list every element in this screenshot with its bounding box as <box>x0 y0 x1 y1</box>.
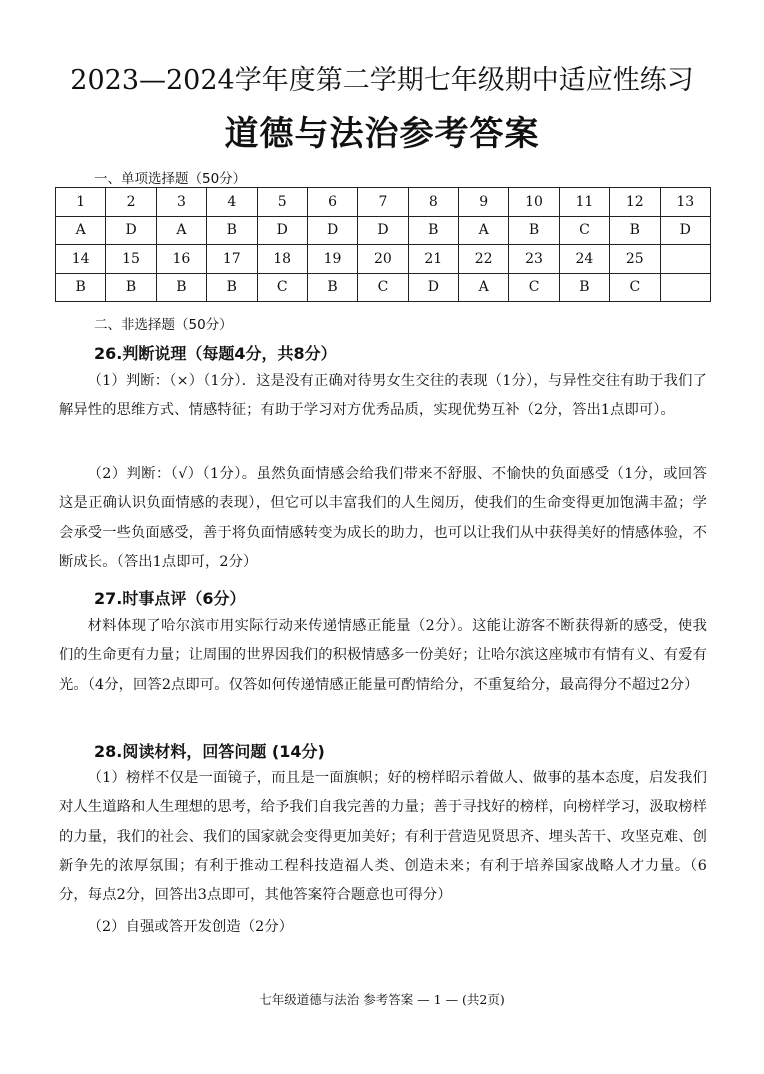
table-cell: B <box>559 273 609 302</box>
table-cell: 18 <box>257 245 307 274</box>
table-cell: D <box>257 216 307 245</box>
table-cell: 6 <box>307 188 357 217</box>
table-cell: A <box>156 216 206 245</box>
table-cell: 16 <box>156 245 206 274</box>
table-cell: 22 <box>459 245 509 274</box>
table-row-numbers <box>56 188 711 217</box>
table-cell: B <box>307 273 357 302</box>
table-row-answers <box>56 216 711 245</box>
table-cell: B <box>610 216 660 245</box>
table-cell: 13 <box>660 188 711 217</box>
table-row-answers <box>56 273 711 302</box>
q27-para-1: 材料体现了哈尔滨市用实际行动来传递情感正能量（2分）。这能让游客不断获得新的感受，使我们的生命更有力量；让周围的世界因我们的积极情感多一份美好；让哈尔滨这座城市有情有义、有爱有光。（4分，回答2点即可。仅答如何传递情感正能量可酌情给分，不重复给分，最高得分不超过2分） <box>59 618 707 693</box>
table-cell: 25 <box>610 245 660 274</box>
table-cell: A <box>459 273 509 302</box>
table-cell: 2 <box>106 188 156 217</box>
table-cell: 3 <box>156 188 206 217</box>
table-cell: D <box>106 216 156 245</box>
q28-heading: 28.阅读材料，回答问题 (14分) <box>94 742 325 761</box>
table-cell: 5 <box>257 188 307 217</box>
table-cell: 21 <box>408 245 458 274</box>
table-cell: 14 <box>56 245 106 274</box>
q26-heading: 26.判断说理（每题4分，共8分） <box>94 344 337 363</box>
table-cell: C <box>610 273 660 302</box>
table-cell <box>660 273 711 302</box>
section2-label: 二、非选择题（50分） <box>94 317 233 333</box>
page-subtitle: 道德与法治参考答案 <box>224 114 540 154</box>
table-cell: B <box>207 273 257 302</box>
section1-label: 一、单项选择题（50分） <box>94 171 247 187</box>
table-cell: 8 <box>408 188 458 217</box>
table-cell: 4 <box>207 188 257 217</box>
table-cell: 15 <box>106 245 156 274</box>
table-cell: 7 <box>358 188 408 217</box>
table-cell: A <box>459 216 509 245</box>
table-cell: D <box>660 216 711 245</box>
table-row-numbers <box>56 245 711 274</box>
table-cell: 10 <box>509 188 559 217</box>
page-title: 2023—2024学年度第二学期七年级期中适应性练习 <box>70 65 694 96</box>
q27-heading: 27.时事点评（6分） <box>94 589 246 608</box>
table-cell: 24 <box>559 245 609 274</box>
table-cell: B <box>56 273 106 302</box>
q28-para-1: （1）榜样不仅是一面镜子，而且是一面旗帜；好的榜样昭示着做人、做事的基本态度，启发我们对人生道路和人生理想的思考，给予我们自我完善的力量；善于寻找好的榜样，向榜样学习，汲取榜样的力量，我们的社会、我们的国家就会变得更加美好；有利于营造见贤思齐、埋头苦干、攻坚克难、创新争先的浓厚氛围；有利于推动工程科技造福人类、创造未来；有利于培养国家战略人才力量。（6分，每点2分，回答出3点即可，其他答案符合题意也可得分） <box>59 770 707 904</box>
table-cell: 12 <box>610 188 660 217</box>
table-cell: C <box>559 216 609 245</box>
table-cell: 20 <box>358 245 408 274</box>
table-cell: D <box>307 216 357 245</box>
table-cell: C <box>509 273 559 302</box>
table-cell: 23 <box>509 245 559 274</box>
table-cell: C <box>358 273 408 302</box>
table-cell: B <box>509 216 559 245</box>
table-cell: 19 <box>307 245 357 274</box>
table-cell: 11 <box>559 188 609 217</box>
table-cell: B <box>156 273 206 302</box>
table-cell: B <box>408 216 458 245</box>
table-cell <box>660 245 711 274</box>
table-cell: 9 <box>459 188 509 217</box>
answer-table <box>55 187 711 302</box>
table-cell: D <box>408 273 458 302</box>
table-cell: 17 <box>207 245 257 274</box>
table-cell: B <box>207 216 257 245</box>
table-cell: A <box>56 216 106 245</box>
table-cell: D <box>358 216 408 245</box>
q26-para-1: （1）判断：（×）（1分）．这是没有正确对待男女生交往的表现（1分），与异性交往有助于我们了解异性的思维方式、情感特征；有助于学习对方优秀品质，实现优势互补（2分，答出1点即可）。 <box>59 373 707 419</box>
table-cell: B <box>106 273 156 302</box>
table-cell: 1 <box>56 188 106 217</box>
table-cell: C <box>257 273 307 302</box>
page-footer: 七年级道德与法治 参考答案 — 1 — (共2页) <box>259 992 505 1007</box>
q28-para-2: （2）自强或答开发创造（2分） <box>87 919 294 935</box>
q26-para-2: （2）判断：（√）（1分）。虽然负面情感会给我们带来不舒服、不愉快的负面感受（1分，或回答这是正确认识负面情感的表现），但它可以丰富我们的人生阅历，使我们的生命变得更加饱满丰盈；学会承受一些负面感受，善于将负面情感转变为成长的助力，也可以让我们从中获得美好的情感体验，不断成长。（答出1点即可，2分） <box>59 466 707 570</box>
